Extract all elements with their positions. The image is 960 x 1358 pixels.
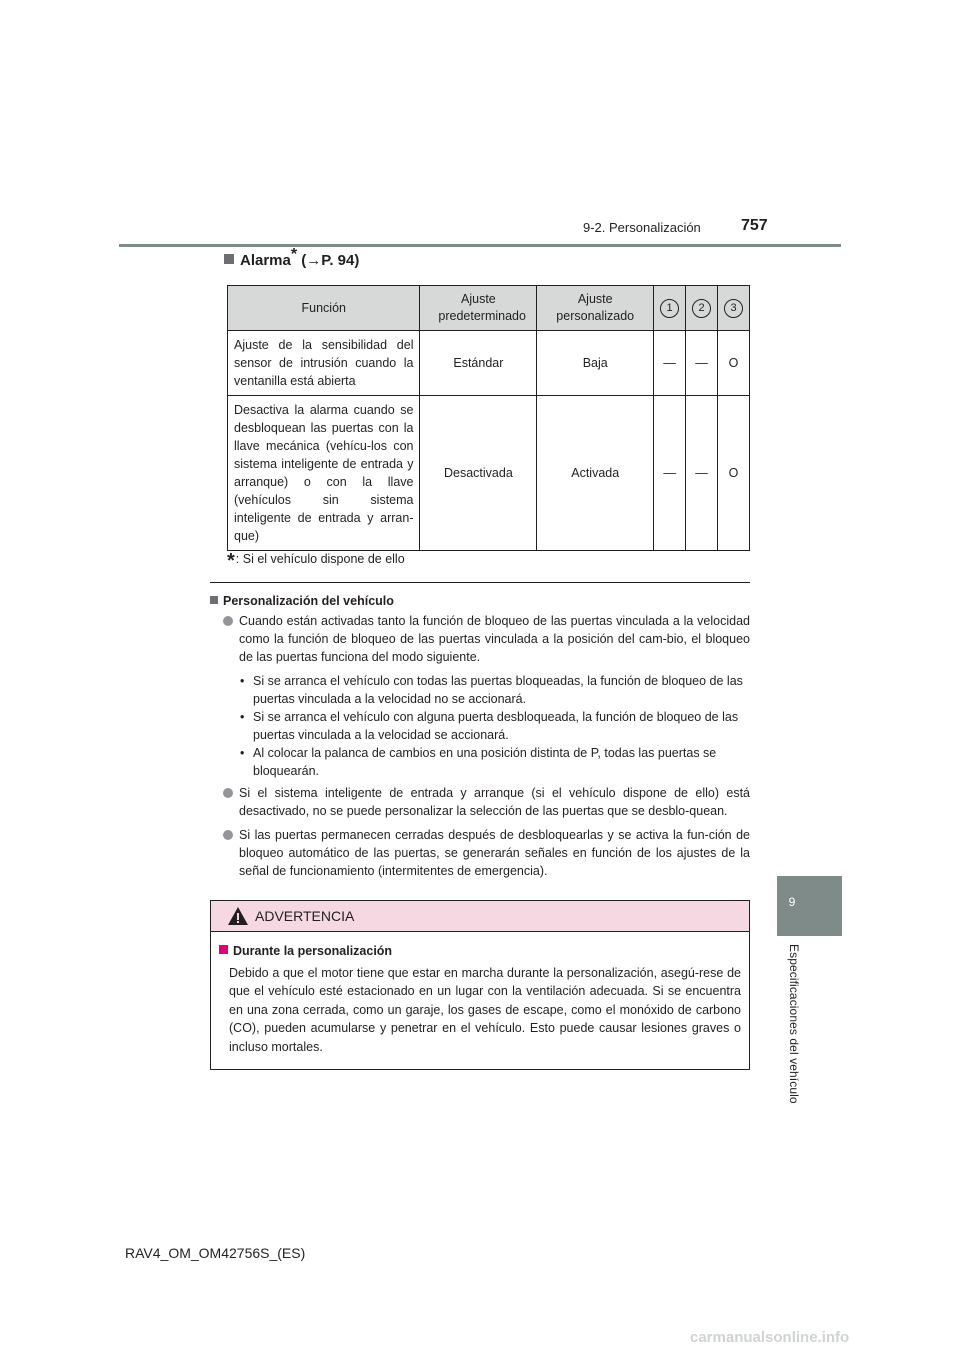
warning-label: ADVERTENCIA <box>255 908 355 924</box>
sub-list-item: • Si se arranca el vehículo con alguna puerta desbloqueada, la función de bloqueo de las puertas vinculada a la velocidad se accionará. <box>240 710 739 742</box>
col-header-predeterminado: Ajuste predeterminado <box>420 286 537 331</box>
chapter-number: 9 <box>788 895 796 909</box>
sub-list-item: • Al colocar la palanca de cambios en una posición distinta de P, todas las puertas se bloquearán. <box>240 746 717 778</box>
cell-c1: — <box>654 331 686 396</box>
cell-c3: O <box>718 396 750 551</box>
cell-funcion: Ajuste de la sensibilidad del sensor de intrusión cuando la ventanilla está abierta <box>228 331 420 396</box>
bullet-text: Si las puertas permanecen cerradas después de desbloquearlas y se activa la fun-ción de bloqueo automático de las puertas, se generarán señales en función de los ajustes de la señal de funcionamiento (intermitentes de emergencia). <box>239 828 750 878</box>
cell-predeterminado: Desactivada <box>420 396 537 551</box>
customization-table <box>227 285 750 551</box>
list-item <box>210 612 750 666</box>
cell-predeterminado: Estándar <box>420 331 537 396</box>
circled-number-3-icon: 3 <box>724 299 743 318</box>
square-bullet-icon <box>224 254 234 264</box>
circled-number-2-icon: 2 <box>692 299 711 318</box>
circle-bullet-icon <box>223 616 233 626</box>
circled-number-1-icon: 1 <box>660 299 679 318</box>
section-title: Alarma <box>240 252 291 269</box>
warning-text: Debido a que el motor tiene que estar en marcha durante la personalización, asegú-rese de que el vehículo esté estacionado en un lugar con la ventilación adecuada. Si se encuentra en una zona cerrada, como un garaje, los gases de escape, como el monóxido de carbono (CO), pueden acumularse y penetrar en el vehículo. Esto puede causar lesiones graves o incluso mortales. <box>229 965 741 1054</box>
cell-personalizado: Activada <box>537 396 654 551</box>
sub-list-item: • Si se arranca el vehículo con todas las puertas bloqueadas, la función de bloqueo de las puertas vinculada a la velocidad no se accionará. <box>240 674 743 706</box>
chapter-title: Especificaciones del vehículo <box>787 944 801 1104</box>
cell-personalizado: Baja <box>537 331 654 396</box>
table-row <box>228 331 750 396</box>
pink-square-bullet-icon <box>219 945 228 954</box>
list-item <box>210 826 750 880</box>
col-header-personalizado: Ajuste personalizado <box>537 286 654 331</box>
table-row <box>228 396 750 551</box>
page-reference: (→P. 94) <box>297 252 360 269</box>
table-header-row <box>228 286 750 331</box>
running-header-section: 9-2. Personalización <box>583 220 701 235</box>
header-rule <box>119 244 841 247</box>
warning-title-row <box>219 942 741 961</box>
square-bullet-icon <box>210 596 218 604</box>
info-section <box>210 592 750 886</box>
warning-header <box>211 901 749 932</box>
warning-triangle-icon <box>227 906 249 926</box>
table-footnote <box>227 550 405 573</box>
info-title: Personalización del vehículo <box>223 594 394 608</box>
cell-funcion: Desactiva la alarma cuando se desbloquean las puertas con la llave mecánica (vehícu-los con sistema inteligente de entrada y arranque) o con la llave (vehículos sin sistema inteligente de entrada y arran-que) <box>228 396 420 551</box>
circle-bullet-icon <box>223 788 233 798</box>
bullet-text: Cuando están activadas tanto la función de bloqueo de las puertas vinculada a la velocidad como la función de bloqueo de las puertas vinculada a la posición del cam-bio, el bloqueo de las puertas funciona del modo siguiente. <box>239 614 750 664</box>
bullet-text: Si el sistema inteligente de entrada y arranque (si el vehículo dispone de ello) está desactivado, no se puede personalizar la selección de las puertas que se desblo-quean. <box>239 786 750 818</box>
cell-c3: O <box>718 331 750 396</box>
footnote-asterisk: * <box>227 550 235 572</box>
warning-body <box>211 932 749 1056</box>
watermark: carmanualsonline.info <box>690 1329 850 1346</box>
col-header-3 <box>718 286 750 331</box>
divider <box>210 582 750 583</box>
col-header-2 <box>686 286 718 331</box>
sub-list <box>210 672 750 780</box>
footnote-text: : Si el vehículo dispone de ello <box>235 552 405 566</box>
cell-c1: — <box>654 396 686 551</box>
col-header-funcion: Función <box>228 286 420 331</box>
info-heading <box>210 592 750 610</box>
col-header-1 <box>654 286 686 331</box>
page-number: 757 <box>741 217 768 234</box>
section-heading <box>224 246 360 269</box>
warning-box <box>210 900 750 1070</box>
asterisk-mark: * <box>290 246 298 263</box>
circle-bullet-icon <box>223 830 233 840</box>
document-id: RAV4_OM_OM42756S_(ES) <box>125 1245 306 1261</box>
list-item <box>210 784 750 820</box>
warning-title: Durante la personalización <box>233 944 393 958</box>
cell-c2: — <box>686 396 718 551</box>
cell-c2: — <box>686 331 718 396</box>
